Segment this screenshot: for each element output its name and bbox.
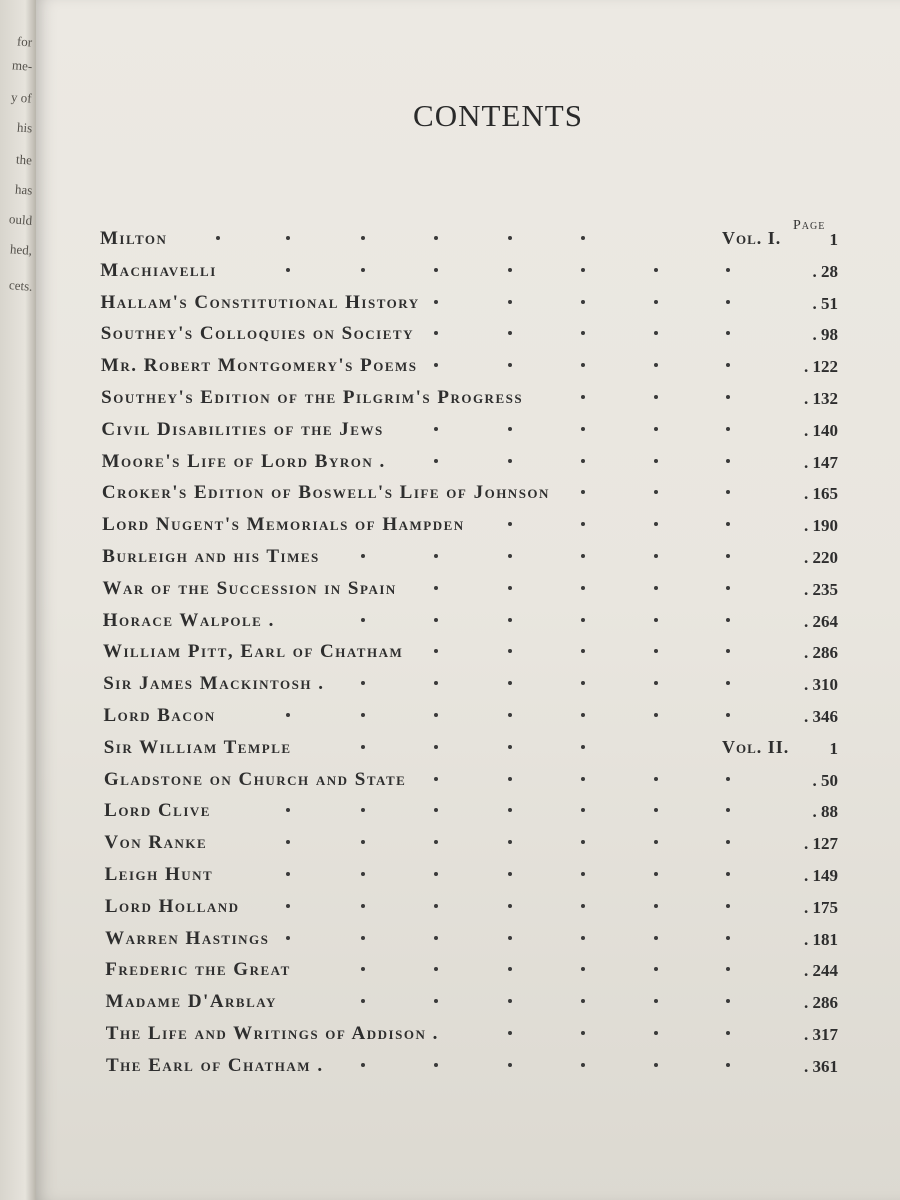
leader-dot xyxy=(726,967,730,971)
leader-dot xyxy=(726,681,730,685)
leader-dot xyxy=(654,649,658,653)
leader-dot xyxy=(581,999,585,1003)
leader-dot xyxy=(581,777,585,781)
toc-entry-title: Horace Walpole . xyxy=(102,609,275,631)
leader-dot xyxy=(581,967,585,971)
leader-dot xyxy=(361,236,365,240)
leader-dot xyxy=(726,268,730,272)
page-number: . 181 xyxy=(803,929,838,949)
leader-dot xyxy=(581,490,585,494)
page-number: . 361 xyxy=(804,1056,838,1076)
leader-dot xyxy=(434,777,438,781)
previous-page-text-fragment: for xyxy=(16,33,33,50)
volume-label: Vol. I. xyxy=(722,228,782,248)
toc-entry-title: Lord Clive xyxy=(104,800,211,822)
toc-entry-title: Mr. Robert Montgomery's Poems xyxy=(100,355,418,377)
leader-dot xyxy=(434,618,438,622)
leader-dot xyxy=(508,649,512,653)
leader-dot xyxy=(654,936,658,940)
page-number: . 51 xyxy=(812,293,838,313)
leader-dot xyxy=(726,554,730,558)
leader-dot xyxy=(286,840,290,844)
leader-dot xyxy=(434,427,438,431)
leader-dot xyxy=(434,300,438,304)
leader-dot xyxy=(361,554,365,558)
previous-page-text-fragment: me- xyxy=(11,57,33,74)
leader-dot xyxy=(726,1031,730,1035)
toc-entry-title: Sir James Mackintosh . xyxy=(103,673,325,695)
leader-dot xyxy=(654,490,658,494)
leader-dot xyxy=(654,777,658,781)
leader-dot xyxy=(654,331,658,335)
leader-dot xyxy=(654,1063,658,1067)
leader-dot xyxy=(726,999,730,1003)
leader-dot xyxy=(726,872,730,876)
toc-entry-title: Hallam's Constitutional History xyxy=(100,291,420,313)
leader-dot xyxy=(434,840,438,844)
page-number: . 244 xyxy=(803,961,838,981)
page-number: . 175 xyxy=(803,897,838,917)
leader-dot xyxy=(508,268,512,272)
page-number: . 50 xyxy=(812,770,838,790)
leader-dot xyxy=(726,427,730,431)
leader-dot xyxy=(434,331,438,335)
toc-entry-title: Lord Bacon xyxy=(103,705,216,726)
leader-dot xyxy=(508,427,512,431)
leader-dot xyxy=(286,872,290,876)
leader-dot xyxy=(508,1063,512,1067)
toc-entry-title: The Life and Writings of Addison . xyxy=(105,1023,439,1044)
leader-dot xyxy=(508,363,512,367)
leader-dot xyxy=(508,681,512,685)
page-number: . 286 xyxy=(804,643,838,663)
page-number: . 149 xyxy=(803,866,838,885)
leader-dot xyxy=(434,586,438,590)
leader-dot xyxy=(581,427,585,431)
page-number: . 264 xyxy=(803,611,838,631)
leader-dot xyxy=(581,745,585,749)
leader-dot xyxy=(581,331,585,335)
leader-dot xyxy=(434,268,438,272)
page-number: 1 xyxy=(829,738,838,758)
leader-dot xyxy=(726,936,730,940)
leader-dot xyxy=(654,1031,658,1035)
previous-page-text-fragment: hed, xyxy=(9,241,33,258)
leader-dot xyxy=(508,459,512,463)
leader-dot xyxy=(508,967,512,971)
leader-dot xyxy=(508,808,512,812)
leader-dot xyxy=(581,586,585,590)
page-number: . 28 xyxy=(812,261,838,281)
volume-label: Vol. II. xyxy=(721,736,790,757)
leader-dot xyxy=(508,300,512,304)
page-number: . 220 xyxy=(803,548,838,567)
leader-dot xyxy=(654,904,658,908)
leader-dot xyxy=(581,554,585,558)
leader-dot xyxy=(654,999,658,1003)
toc-entry-title: Warren Hastings xyxy=(105,927,270,949)
leader-dot xyxy=(434,1063,438,1067)
previous-page-text-fragment: his xyxy=(16,119,33,136)
leader-dot xyxy=(216,236,220,240)
leader-dot xyxy=(654,618,658,622)
toc-entry-title: Lord Nugent's Memorials of Hampden xyxy=(102,514,465,536)
leader-dot xyxy=(654,300,658,304)
leader-dot xyxy=(726,808,730,812)
leader-dot xyxy=(726,395,730,399)
leader-dot xyxy=(581,236,585,240)
page-number: . 140 xyxy=(803,420,838,440)
leader-dot xyxy=(654,967,658,971)
leader-dot xyxy=(654,681,658,685)
leader-dot xyxy=(286,268,290,272)
leader-dot xyxy=(654,363,658,367)
leader-dot xyxy=(726,777,730,781)
leader-dot xyxy=(508,331,512,335)
toc-entry-title: War of the Succession in Spain xyxy=(102,577,397,599)
leader-dot xyxy=(286,904,290,908)
leader-dot xyxy=(434,808,438,812)
toc-entry-title: Madame D'Arblay xyxy=(105,991,277,1013)
leader-dot xyxy=(361,904,365,908)
page-number: . 88 xyxy=(812,802,838,822)
leader-dot xyxy=(434,904,438,908)
leader-dot xyxy=(581,649,585,653)
leader-dot xyxy=(361,808,365,812)
leader-dot xyxy=(581,522,585,526)
leader-dot xyxy=(361,713,365,717)
leader-dot xyxy=(508,936,512,940)
leader-dot xyxy=(361,840,365,844)
page-number: . 190 xyxy=(803,516,838,536)
leader-dot xyxy=(726,586,730,590)
toc-entry-title: Civil Disabilities of the Jews xyxy=(101,418,384,440)
leader-dot xyxy=(581,268,585,272)
leader-dot xyxy=(508,236,512,240)
leader-dot xyxy=(508,904,512,908)
leader-dot xyxy=(726,840,730,844)
leader-dot xyxy=(581,459,585,463)
leader-dot xyxy=(508,840,512,844)
leader-dot xyxy=(361,268,365,272)
page-number: . 147 xyxy=(803,452,838,472)
toc-entry-title: Frederic the Great xyxy=(105,959,291,981)
page-column-header: Page xyxy=(793,218,826,233)
leader-dot xyxy=(508,554,512,558)
leader-dot xyxy=(361,967,365,971)
leader-dot xyxy=(508,745,512,749)
previous-page-text-fragment: ould xyxy=(8,211,33,228)
leader-dot xyxy=(434,936,438,940)
leader-dot xyxy=(434,967,438,971)
leader-dot xyxy=(654,872,658,876)
toc-entry-title: Sir William Temple xyxy=(103,736,292,758)
leader-dot xyxy=(654,808,658,812)
leader-dot xyxy=(581,618,585,622)
leader-dot xyxy=(361,618,365,622)
leader-dot xyxy=(654,713,658,717)
leader-dot xyxy=(726,649,730,653)
previous-page-edge xyxy=(0,0,36,1200)
leader-dot xyxy=(726,904,730,908)
leader-dot xyxy=(726,331,730,335)
leader-dot xyxy=(581,904,585,908)
page-number: . 235 xyxy=(803,579,838,599)
toc-entry-title: Burleigh and his Times xyxy=(102,546,320,567)
toc-entry-title: Leigh Hunt xyxy=(104,864,214,885)
leader-dot xyxy=(654,427,658,431)
leader-dot xyxy=(361,999,365,1003)
leader-dot xyxy=(361,936,365,940)
page-number: . 317 xyxy=(803,1025,838,1044)
leader-dot xyxy=(654,840,658,844)
leader-dot xyxy=(581,840,585,844)
toc-entry-title: Von Ranke xyxy=(104,832,208,854)
previous-page-text-fragment: has xyxy=(14,181,33,198)
toc-entry-title: The Earl of Chatham . xyxy=(106,1054,324,1076)
leader-dot xyxy=(508,777,512,781)
leader-dot xyxy=(654,586,658,590)
leader-dot xyxy=(434,459,438,463)
page-number: . 122 xyxy=(803,357,838,377)
leader-dot xyxy=(581,395,585,399)
toc-entry-title: Machiavelli xyxy=(100,259,217,281)
leader-dot xyxy=(508,522,512,526)
leader-dot xyxy=(654,459,658,463)
leader-dot xyxy=(434,681,438,685)
page-number: . 98 xyxy=(812,325,838,345)
leader-dot xyxy=(434,363,438,367)
page-number: . 346 xyxy=(803,707,838,726)
leader-dot xyxy=(361,681,365,685)
leader-dot xyxy=(726,618,730,622)
leader-dot xyxy=(726,363,730,367)
toc-entry-title: William Pitt, Earl of Chatham xyxy=(103,641,404,663)
leader-dot xyxy=(654,268,658,272)
toc-entry-title: Milton xyxy=(100,228,168,249)
leader-dot xyxy=(434,999,438,1003)
leader-dot xyxy=(581,1063,585,1067)
toc-entry-title: Lord Holland xyxy=(104,895,240,917)
leader-dot xyxy=(654,395,658,399)
leader-dot xyxy=(581,681,585,685)
leader-dot xyxy=(434,713,438,717)
toc-entry-title: Croker's Edition of Boswell's Life of Johnson xyxy=(101,482,550,504)
leader-dot xyxy=(726,490,730,494)
leader-dot xyxy=(286,936,290,940)
leader-dot xyxy=(581,300,585,304)
page-title: CONTENTS xyxy=(413,98,583,133)
leader-dot xyxy=(508,872,512,876)
page-number: . 165 xyxy=(803,484,838,504)
leader-dot xyxy=(581,363,585,367)
leader-dot xyxy=(434,236,438,240)
leader-dot xyxy=(508,999,512,1003)
leader-dot xyxy=(361,1063,365,1067)
leader-dot xyxy=(434,554,438,558)
previous-page-text-fragment: y of xyxy=(10,89,33,106)
leader-dot xyxy=(361,745,365,749)
leader-dot xyxy=(508,1031,512,1035)
page-number: . 132 xyxy=(803,389,838,408)
toc-entry-title: Moore's Life of Lord Byron . xyxy=(101,450,386,472)
leader-dot xyxy=(726,300,730,304)
leader-dot xyxy=(508,618,512,622)
leader-dot xyxy=(434,872,438,876)
leader-dot xyxy=(726,459,730,463)
leader-dot xyxy=(508,713,512,717)
leader-dot xyxy=(361,872,365,876)
leader-dot xyxy=(581,936,585,940)
toc-entry-title: Southey's Edition of the Pilgrim's Progress xyxy=(101,387,524,408)
leader-dot xyxy=(581,713,585,717)
leader-dot xyxy=(654,554,658,558)
page-number: 1 xyxy=(829,230,838,249)
leader-dot xyxy=(434,745,438,749)
previous-page-text-fragment: cets. xyxy=(8,277,33,294)
page-number: . 286 xyxy=(803,993,838,1013)
toc-entry-title: Gladstone on Church and State xyxy=(103,768,407,790)
leader-dot xyxy=(581,808,585,812)
leader-dot xyxy=(434,649,438,653)
leader-dot xyxy=(581,872,585,876)
toc-entry-title: Southey's Colloquies on Society xyxy=(100,323,414,345)
leader-dot xyxy=(286,713,290,717)
leader-dot xyxy=(286,808,290,812)
page-number: . 127 xyxy=(803,834,838,854)
leader-dot xyxy=(286,236,290,240)
leader-dot xyxy=(726,1063,730,1067)
leader-dot xyxy=(508,586,512,590)
previous-page-text-fragment: the xyxy=(15,151,33,168)
page-number: . 310 xyxy=(803,675,838,695)
leader-dot xyxy=(726,713,730,717)
contents-page xyxy=(36,0,900,1200)
leader-dot xyxy=(726,522,730,526)
leader-dot xyxy=(654,522,658,526)
leader-dot xyxy=(581,1031,585,1035)
